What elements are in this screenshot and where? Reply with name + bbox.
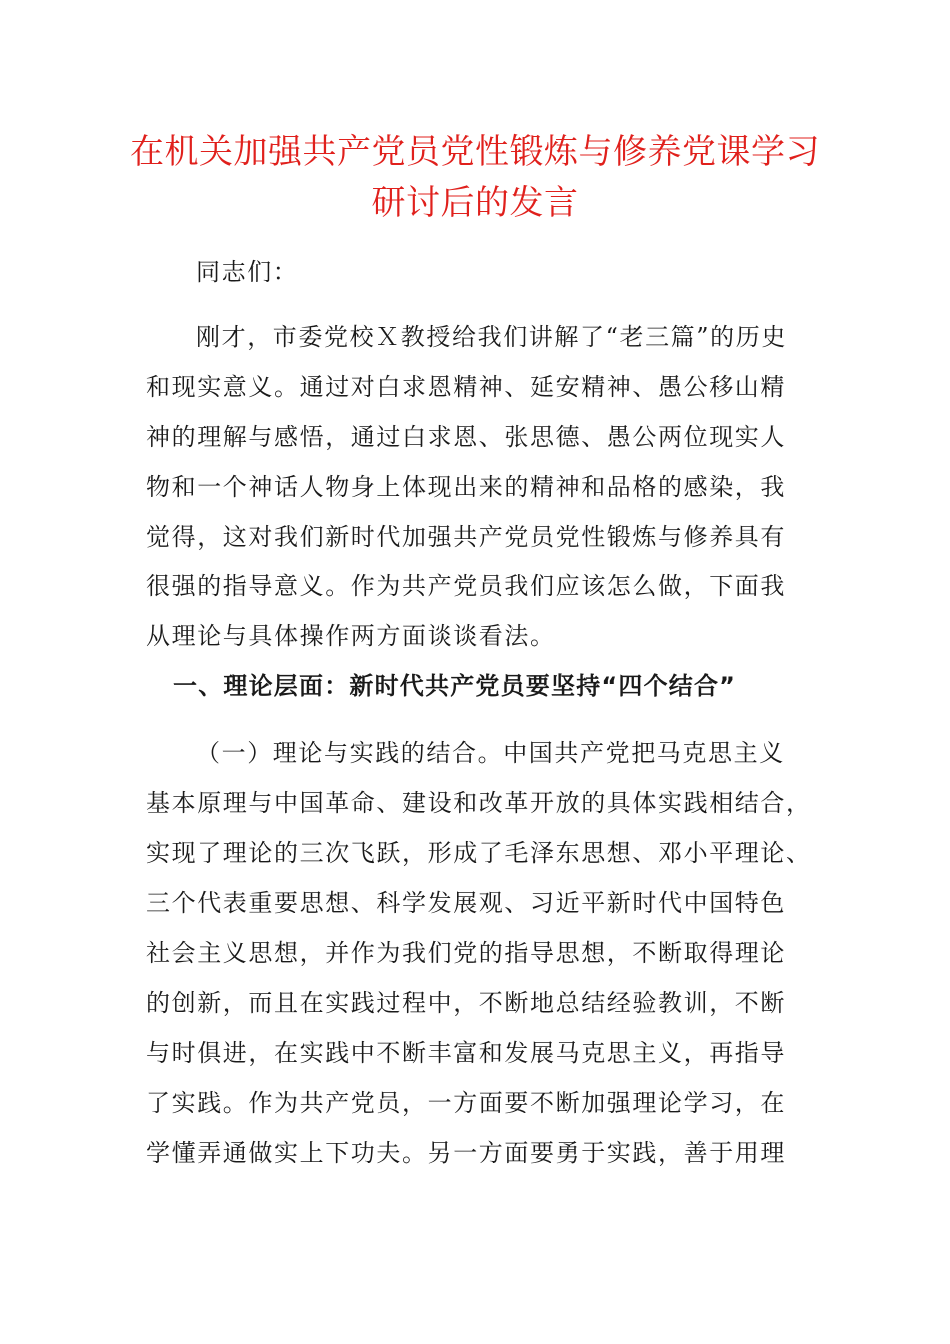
paragraph1-line-2: 和现实意义。通过对白求恩精神、延安精神、愚公移山精 — [146, 373, 786, 401]
paragraph2-line-3: 实现了理论的三次飞跃，形成了毛泽东思想、邓小平理论、 — [146, 839, 812, 867]
paragraph2-line-2: 基本原理与中国革命、建设和改革开放的具体实践相结合， — [146, 789, 812, 817]
paragraph2-line-5: 社会主义思想，并作为我们党的指导思想，不断取得理论 — [146, 939, 786, 967]
paragraph2-line-4: 三个代表重要思想、科学发展观、习近平新时代中国特色 — [146, 889, 786, 917]
paragraph1-line-4: 物和一个神话人物身上体现出来的精神和品格的感染，我 — [146, 473, 786, 501]
paragraph1-line-5: 觉得，这对我们新时代加强共产党员党性锻炼与修养具有 — [146, 523, 786, 551]
paragraph1-line-3: 神的理解与感悟，通过白求恩、张思德、愚公两位现实人 — [146, 423, 786, 451]
paragraph2-line-1: （一）理论与实践的结合。中国共产党把马克思主义 — [196, 739, 785, 767]
paragraph1-line-7: 从理论与具体操作两方面谈谈看法。 — [146, 622, 556, 650]
paragraph2-line-9: 学懂弄通做实上下功夫。另一方面要勇于实践，善于用理 — [146, 1139, 786, 1167]
paragraph1-line-1: 刚才，市委党校Ｘ教授给我们讲解了“老三篇”的历史 — [196, 323, 787, 351]
title-line-1: 在机关加强共产党员党性锻炼与修养党课学习 — [130, 132, 820, 172]
paragraph2-line-6: 的创新，而且在实践过程中，不断地总结经验教训，不断 — [146, 989, 786, 1017]
section-heading: 一、理论层面：新时代共产党员要坚持“四个结合” — [173, 672, 737, 700]
greeting: 同志们： — [196, 258, 299, 286]
title-line-2: 研讨后的发言 — [371, 183, 579, 223]
paragraph2-line-8: 了实践。作为共产党员，一方面要不断加强理论学习，在 — [146, 1089, 786, 1117]
paragraph1-line-6: 很强的指导意义。作为共产党员我们应该怎么做，下面我 — [146, 572, 786, 600]
paragraph2-line-7: 与时俱进，在实践中不断丰富和发展马克思主义，再指导 — [146, 1039, 786, 1067]
